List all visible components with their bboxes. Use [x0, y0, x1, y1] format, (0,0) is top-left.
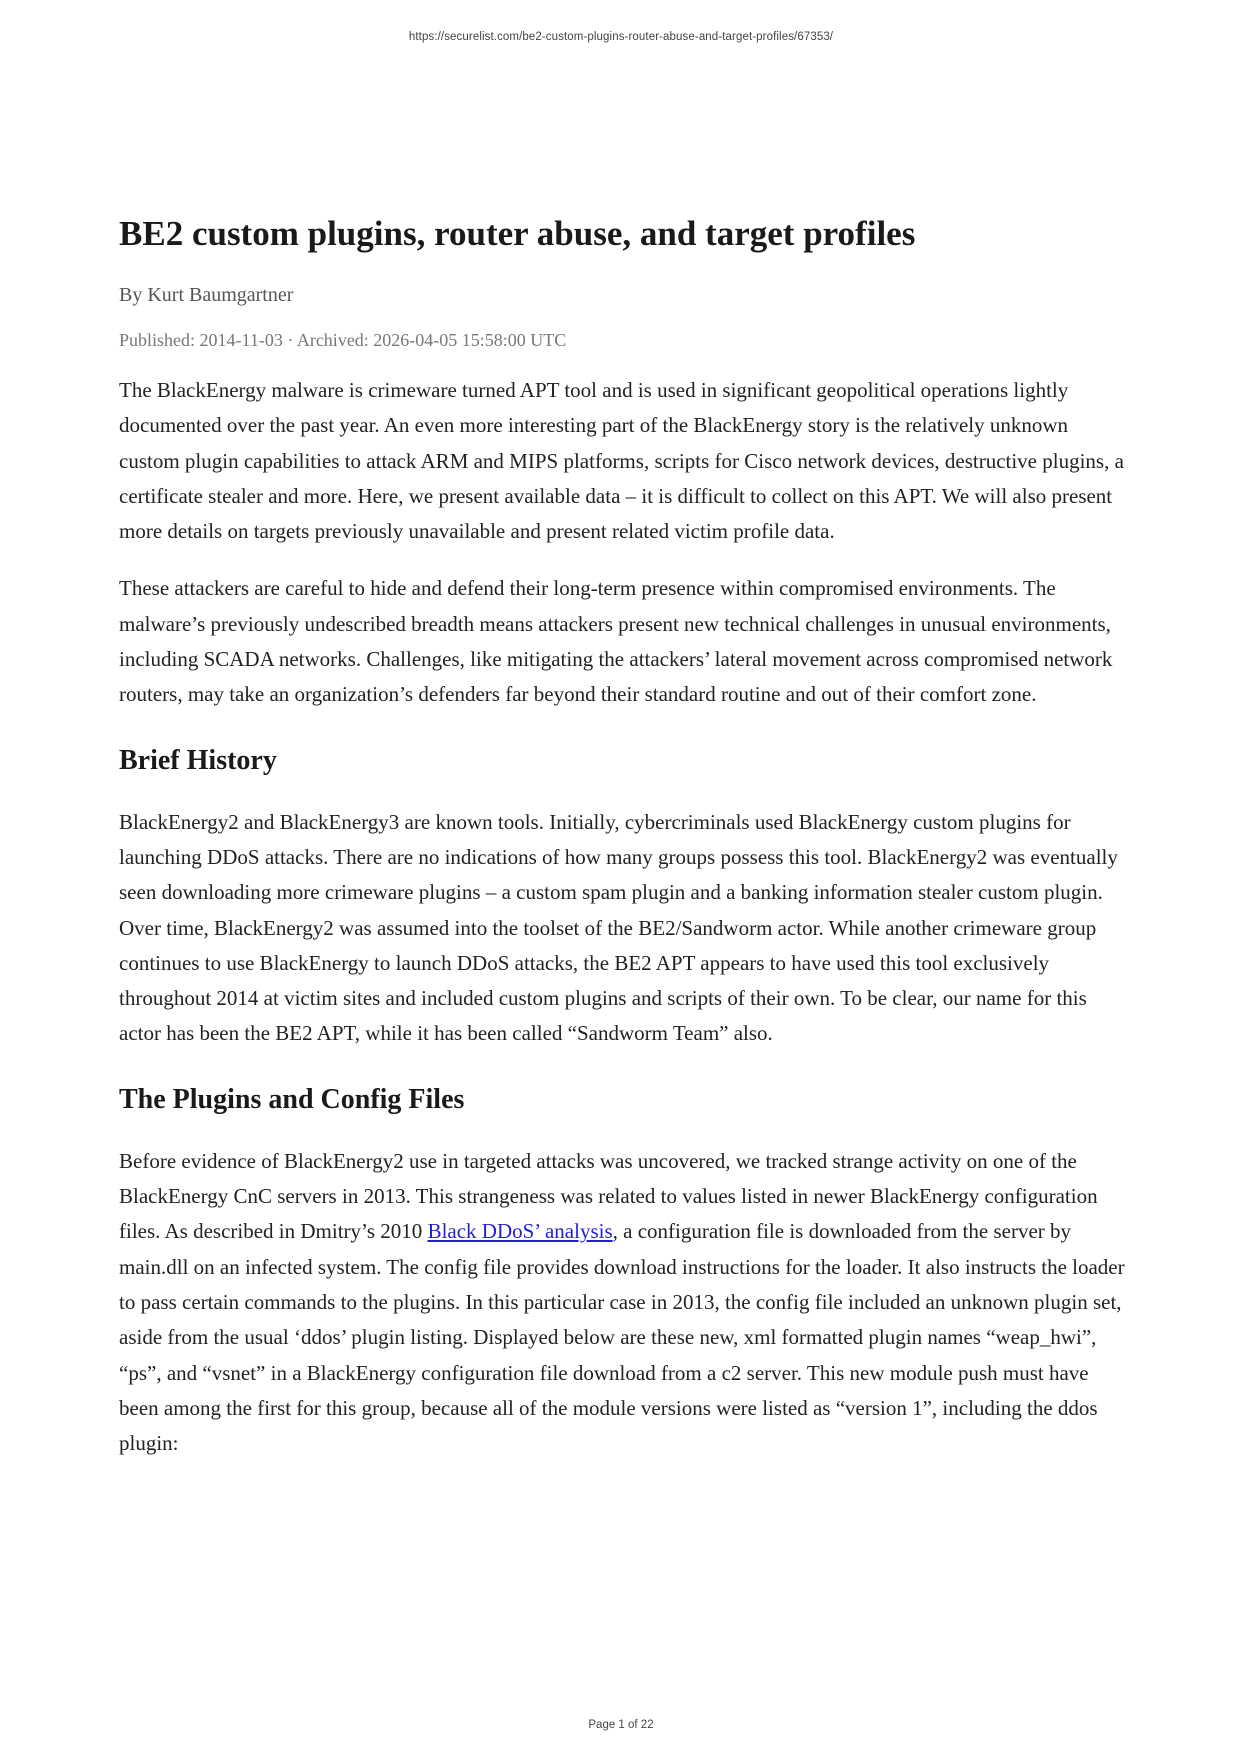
article — [119, 212, 1129, 1461]
article-title: BE2 custom plugins, router abuse, and target profiles — [119, 214, 916, 253]
page-number: Page 1 of 22 — [588, 1719, 654, 1731]
black-ddos-analysis-link[interactable]: Black DDoS’ analysis — [427, 1219, 613, 1244]
plugins-text-before-link: Before evidence of BlackEnergy2 use in targeted attacks was uncovered, we tracked strange activity on one of the BlackEnergy CnC servers in 2013. This strangeness was related to values listed in newer BlackEnergy configuration files. As described in Dmitry’s 2010 — [119, 1148, 1098, 1244]
brief-history-paragraph: BlackEnergy2 and BlackEnergy3 are known tools. Initially, cybercriminals used BlackEnergy custom plugins for launching DDoS attacks. There are no indications of how many groups possess this tool. BlackEnergy2 was eventually seen downloading more crimeware plugins – a custom spam plugin and a banking information stealer custom plugin. Over time, BlackEnergy2 was assumed into the toolset of the BE2/Sandworm actor. While another crimeware group continues to use BlackEnergy to launch DDoS attacks, the BE2 APT appears to have used this tool exclusively throughout 2014 at victim sites and included custom plugins and scripts of their own. To be clear, our name for this actor has been the BE2 APT, while it has been called “Sandworm Team” also. — [119, 809, 1118, 1046]
intro-paragraph-1: The BlackEnergy malware is crimeware turned APT tool and is used in significant geopolitical operations lightly documented over the past year. An even more interesting part of the BlackEnergy story is the relatively unknown custom plugin capabilities to attack ARM and MIPS platforms, scripts for Cisco network devices, destructive plugins, a certificate stealer and more. Here, we present available data – it is difficult to collect on this APT. We will also present more details on targets previously unavailable and present related victim profile data. — [119, 378, 1124, 544]
article-byline: By Kurt Baumgartner — [119, 284, 294, 306]
plugins-text-after-link: , a configuration file is downloaded from the server by main.dll on an infected system. The config file provides download instructions for the loader. It also instructs the loader to pass certain commands to the plugins. In this particular case in 2013, the config file included an unknown plugin set, aside from the usual ‘ddos’ plugin listing. Displayed below are these new, xml formatted plugin names “weap_hwi”, “ps”, and “vsnet” in a BlackEnergy configuration file download from a c2 server. This new module push must have been among the first for this group, because all of the module versions were listed as “version 1”, including the ddos plugin: — [119, 1219, 1125, 1456]
section-heading-brief-history: Brief History — [119, 744, 277, 776]
page-url-header: https://securelist.com/be2-custom-plugins-router-abuse-and-target-profiles/67353/ — [408, 31, 834, 43]
article-meta: Published: 2014-11-03 · Archived: 2026-04-05 15:58:00 UTC — [119, 330, 567, 350]
intro-paragraph-2: These attackers are careful to hide and defend their long-term presence within compromised environments. The malware’s previously undescribed breadth means attackers present new technical challenges in unusual environments, including SCADA networks. Challenges, like mitigating the attackers’ lateral movement across compromised network routers, may take an organization’s defenders far beyond their standard routine and out of their comfort zone. — [119, 576, 1113, 707]
plugins-config-paragraph — [119, 1144, 1129, 1462]
section-heading-plugins-config: The Plugins and Config Files — [119, 1083, 465, 1115]
